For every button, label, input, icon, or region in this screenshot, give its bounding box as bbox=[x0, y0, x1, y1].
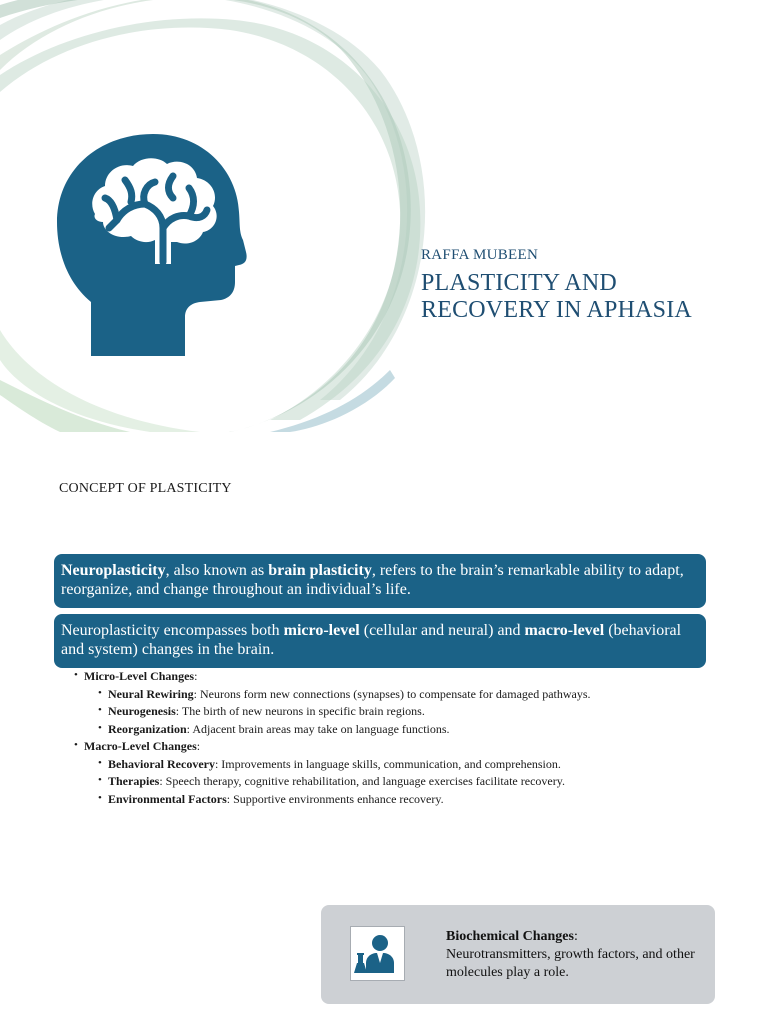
scope-text-2: (cellular and neural) and bbox=[359, 622, 525, 639]
callout-term: Biochemical Changes bbox=[446, 929, 574, 944]
definition-text-2: , refers to the brain’s remarkable ability to adapt, reorganize, and change throughout an individual’s life. bbox=[61, 562, 684, 598]
term-macro-level: macro-level bbox=[524, 622, 605, 639]
scientist-icon bbox=[350, 926, 405, 981]
item-desc: : Neurons form new connections (synapses) to compensate for damaged pathways. bbox=[193, 686, 591, 701]
biochemical-callout bbox=[321, 905, 715, 1004]
item-desc: : Supportive environments enhance recovery. bbox=[226, 791, 444, 806]
item-term: Neural Rewiring bbox=[108, 686, 194, 701]
presentation-title bbox=[421, 270, 751, 324]
item-term: Behavioral Recovery bbox=[108, 756, 215, 771]
callout-text bbox=[446, 928, 701, 982]
head-with-brain-icon bbox=[55, 132, 250, 357]
scope-box bbox=[54, 614, 706, 668]
micro-level-item: • Micro-Level Changes: • Neural Rewiring: Neurons form new connections (synapses) to compensate for damaged pathways. • Neurogenesis: The birth of new neurons in specific brain regions. • Reorganization: Adjacent brain areas may take on language functions. bbox=[72, 668, 712, 738]
item-term: Reorganization bbox=[108, 721, 187, 736]
micro-level-label: Micro-Level Changes bbox=[84, 669, 195, 683]
item-desc: : Improvements in language skills, communication, and comprehension. bbox=[214, 756, 561, 771]
term-neuroplasticity: Neuroplasticity bbox=[61, 562, 166, 579]
scope-text-3: (behavioral and system) changes in the brain. bbox=[61, 622, 682, 658]
definition-box bbox=[54, 554, 706, 608]
item-desc: : The birth of new neurons in specific brain regions. bbox=[175, 704, 425, 718]
term-micro-level: micro-level bbox=[283, 622, 360, 639]
item-term: Therapies bbox=[108, 774, 160, 788]
title-slide bbox=[0, 0, 768, 432]
title-line-2: RECOVERY IN APHASIA bbox=[421, 297, 692, 323]
title-line-1: PLASTICITY AND bbox=[421, 270, 617, 296]
item-desc: : Speech therapy, cognitive rehabilitation, and language exercises facilitate recovery. bbox=[159, 774, 565, 788]
list-item bbox=[96, 703, 712, 721]
definition-text-1: , also known as bbox=[165, 562, 269, 579]
macro-level-label: Macro-Level Changes bbox=[84, 739, 197, 753]
list-item bbox=[96, 686, 712, 704]
section-heading: CONCEPT OF PLASTICITY bbox=[59, 481, 232, 496]
item-desc: : Adjacent brain areas may take on language functions. bbox=[186, 721, 450, 736]
macro-level-item: • Macro-Level Changes: • Behavioral Recovery: Improvements in language skills, communication, and comprehension. • Therapies: Speech therapy, cognitive rehabilitation, and language exercises facilitate recovery. • Environmental Factors: Supportive environments enhance recovery. bbox=[72, 738, 712, 808]
author-name: RAFFA MUBEEN bbox=[421, 247, 539, 263]
list-item bbox=[96, 791, 712, 809]
scope-text-1: Neuroplasticity encompasses both bbox=[61, 622, 284, 639]
content-slide bbox=[0, 432, 768, 1024]
term-brain-plasticity: brain plasticity bbox=[268, 562, 372, 579]
callout-colon: : bbox=[573, 929, 578, 944]
list-item bbox=[96, 756, 712, 774]
list-item bbox=[96, 721, 712, 739]
item-term: Environmental Factors bbox=[108, 791, 227, 806]
bullet-list bbox=[72, 668, 712, 808]
item-term: Neurogenesis bbox=[108, 704, 176, 718]
callout-desc: Neurotransmitters, growth factors, and other molecules play a role. bbox=[446, 947, 695, 980]
list-item bbox=[96, 773, 712, 791]
